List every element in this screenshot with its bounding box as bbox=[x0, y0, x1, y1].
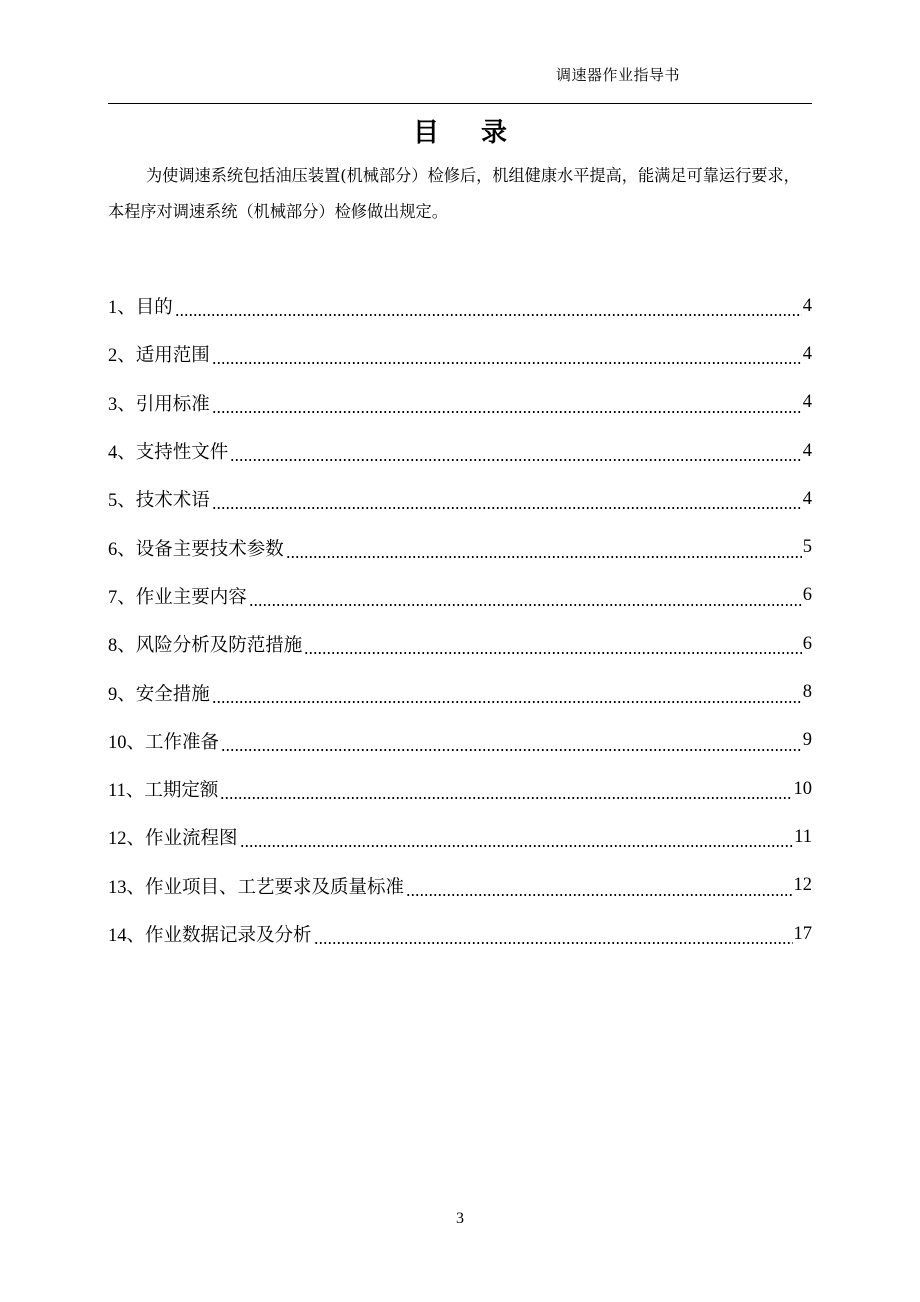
toc-entry-number: 14、 bbox=[108, 926, 146, 946]
toc-entry[interactable] bbox=[108, 330, 812, 378]
toc-entry-page: 9 bbox=[802, 730, 812, 751]
toc-entry-label: 技术术语 bbox=[135, 490, 210, 512]
toc-entry-number: 4、 bbox=[108, 443, 136, 464]
toc-entry-number: 3、 bbox=[108, 394, 136, 415]
toc-dot-leader bbox=[212, 690, 802, 704]
toc-entry[interactable] bbox=[108, 379, 812, 427]
toc-entry-label: 适用范围 bbox=[135, 345, 210, 367]
toc-entry-page: 4 bbox=[802, 488, 812, 509]
toc-entry-page: 4 bbox=[802, 295, 812, 316]
toc-entry-number: 9、 bbox=[108, 684, 136, 705]
toc-entry-number: 8、 bbox=[108, 636, 136, 657]
toc-entry-number: 6、 bbox=[108, 539, 136, 560]
toc-entry-label: 作业项目、工艺要求及质量标准 bbox=[145, 876, 405, 898]
toc-entry-page: 4 bbox=[802, 343, 812, 364]
toc-entry[interactable] bbox=[108, 572, 812, 620]
toc-entry-number: 2、 bbox=[108, 346, 136, 367]
toc-entry-page: 4 bbox=[802, 440, 812, 461]
toc-entry[interactable] bbox=[108, 475, 812, 523]
toc-dot-leader bbox=[212, 496, 802, 510]
header-divider bbox=[108, 103, 812, 104]
toc-entry-number: 7、 bbox=[108, 587, 136, 608]
toc-entry-label: 作业主要内容 bbox=[135, 586, 247, 608]
toc-entry-label: 作业数据记录及分析 bbox=[145, 925, 312, 946]
toc-dot-leader bbox=[304, 641, 801, 655]
toc-entry-page: 8 bbox=[802, 682, 812, 703]
toc-entry-label: 工期定额 bbox=[144, 780, 219, 802]
toc-entry-page: 6 bbox=[802, 585, 812, 606]
toc-heading: 目录 bbox=[412, 118, 549, 148]
toc-dot-leader bbox=[221, 738, 802, 752]
toc-entry[interactable] bbox=[108, 427, 812, 475]
toc-dot-leader bbox=[212, 351, 802, 365]
toc-entry-number: 11、 bbox=[108, 781, 145, 802]
toc-dot-leader bbox=[249, 593, 802, 607]
toc-entry-label: 工作准备 bbox=[145, 731, 220, 753]
toc-dot-leader bbox=[230, 448, 801, 462]
toc-entry[interactable] bbox=[108, 282, 812, 330]
toc-entry-label: 安全措施 bbox=[135, 683, 210, 705]
toc-entry[interactable] bbox=[108, 668, 812, 716]
toc-entry-page: 11 bbox=[794, 826, 812, 847]
toc-entry-page: 12 bbox=[793, 875, 812, 896]
toc-entry[interactable] bbox=[108, 523, 812, 571]
toc-entry-number: 5、 bbox=[108, 491, 136, 512]
toc-entry-page: 10 bbox=[793, 778, 812, 799]
toc-entry-label: 风险分析及防范措施 bbox=[135, 635, 303, 657]
toc-entry[interactable] bbox=[108, 910, 812, 958]
toc-entry-page: 4 bbox=[802, 392, 812, 413]
page-number: 3 bbox=[456, 1210, 464, 1227]
toc-entry-label: 支持性文件 bbox=[135, 442, 229, 464]
toc-list bbox=[108, 282, 812, 958]
toc-entry-label: 引用标准 bbox=[135, 393, 210, 415]
toc-entry-page: 6 bbox=[802, 633, 812, 654]
toc-dot-leader bbox=[314, 931, 793, 945]
toc-dot-leader bbox=[175, 303, 802, 317]
document-header-title: 调速器作业指导书 bbox=[556, 66, 681, 84]
toc-entry[interactable] bbox=[108, 717, 812, 765]
toc-dot-leader bbox=[220, 786, 792, 800]
toc-dot-leader bbox=[286, 545, 802, 559]
toc-entry-number: 12、 bbox=[108, 829, 146, 850]
toc-entry-label: 作业流程图 bbox=[145, 828, 238, 850]
toc-entry[interactable] bbox=[108, 862, 812, 910]
toc-entry-page: 5 bbox=[802, 537, 812, 558]
toc-entry[interactable] bbox=[108, 620, 812, 668]
toc-entry[interactable] bbox=[108, 765, 812, 813]
toc-entry-number: 10、 bbox=[108, 732, 146, 753]
toc-dot-leader bbox=[406, 883, 792, 897]
toc-dot-leader bbox=[240, 834, 794, 848]
toc-entry-page: 17 bbox=[793, 923, 812, 944]
toc-entry[interactable] bbox=[108, 813, 812, 861]
toc-entry-label: 目的 bbox=[135, 297, 173, 319]
toc-dot-leader bbox=[212, 400, 802, 414]
toc-intro-paragraph: 为使调速系统包括油压装置(机械部分）检修后，机组健康水平提高，能满足可靠运行要求，本程序对调速系统（机械部分）检修做出规定。 bbox=[108, 166, 800, 221]
toc-entry-number: 13、 bbox=[108, 877, 146, 898]
toc-entry-label: 设备主要技术参数 bbox=[135, 538, 284, 560]
toc-entry-number: 1、 bbox=[108, 298, 136, 319]
